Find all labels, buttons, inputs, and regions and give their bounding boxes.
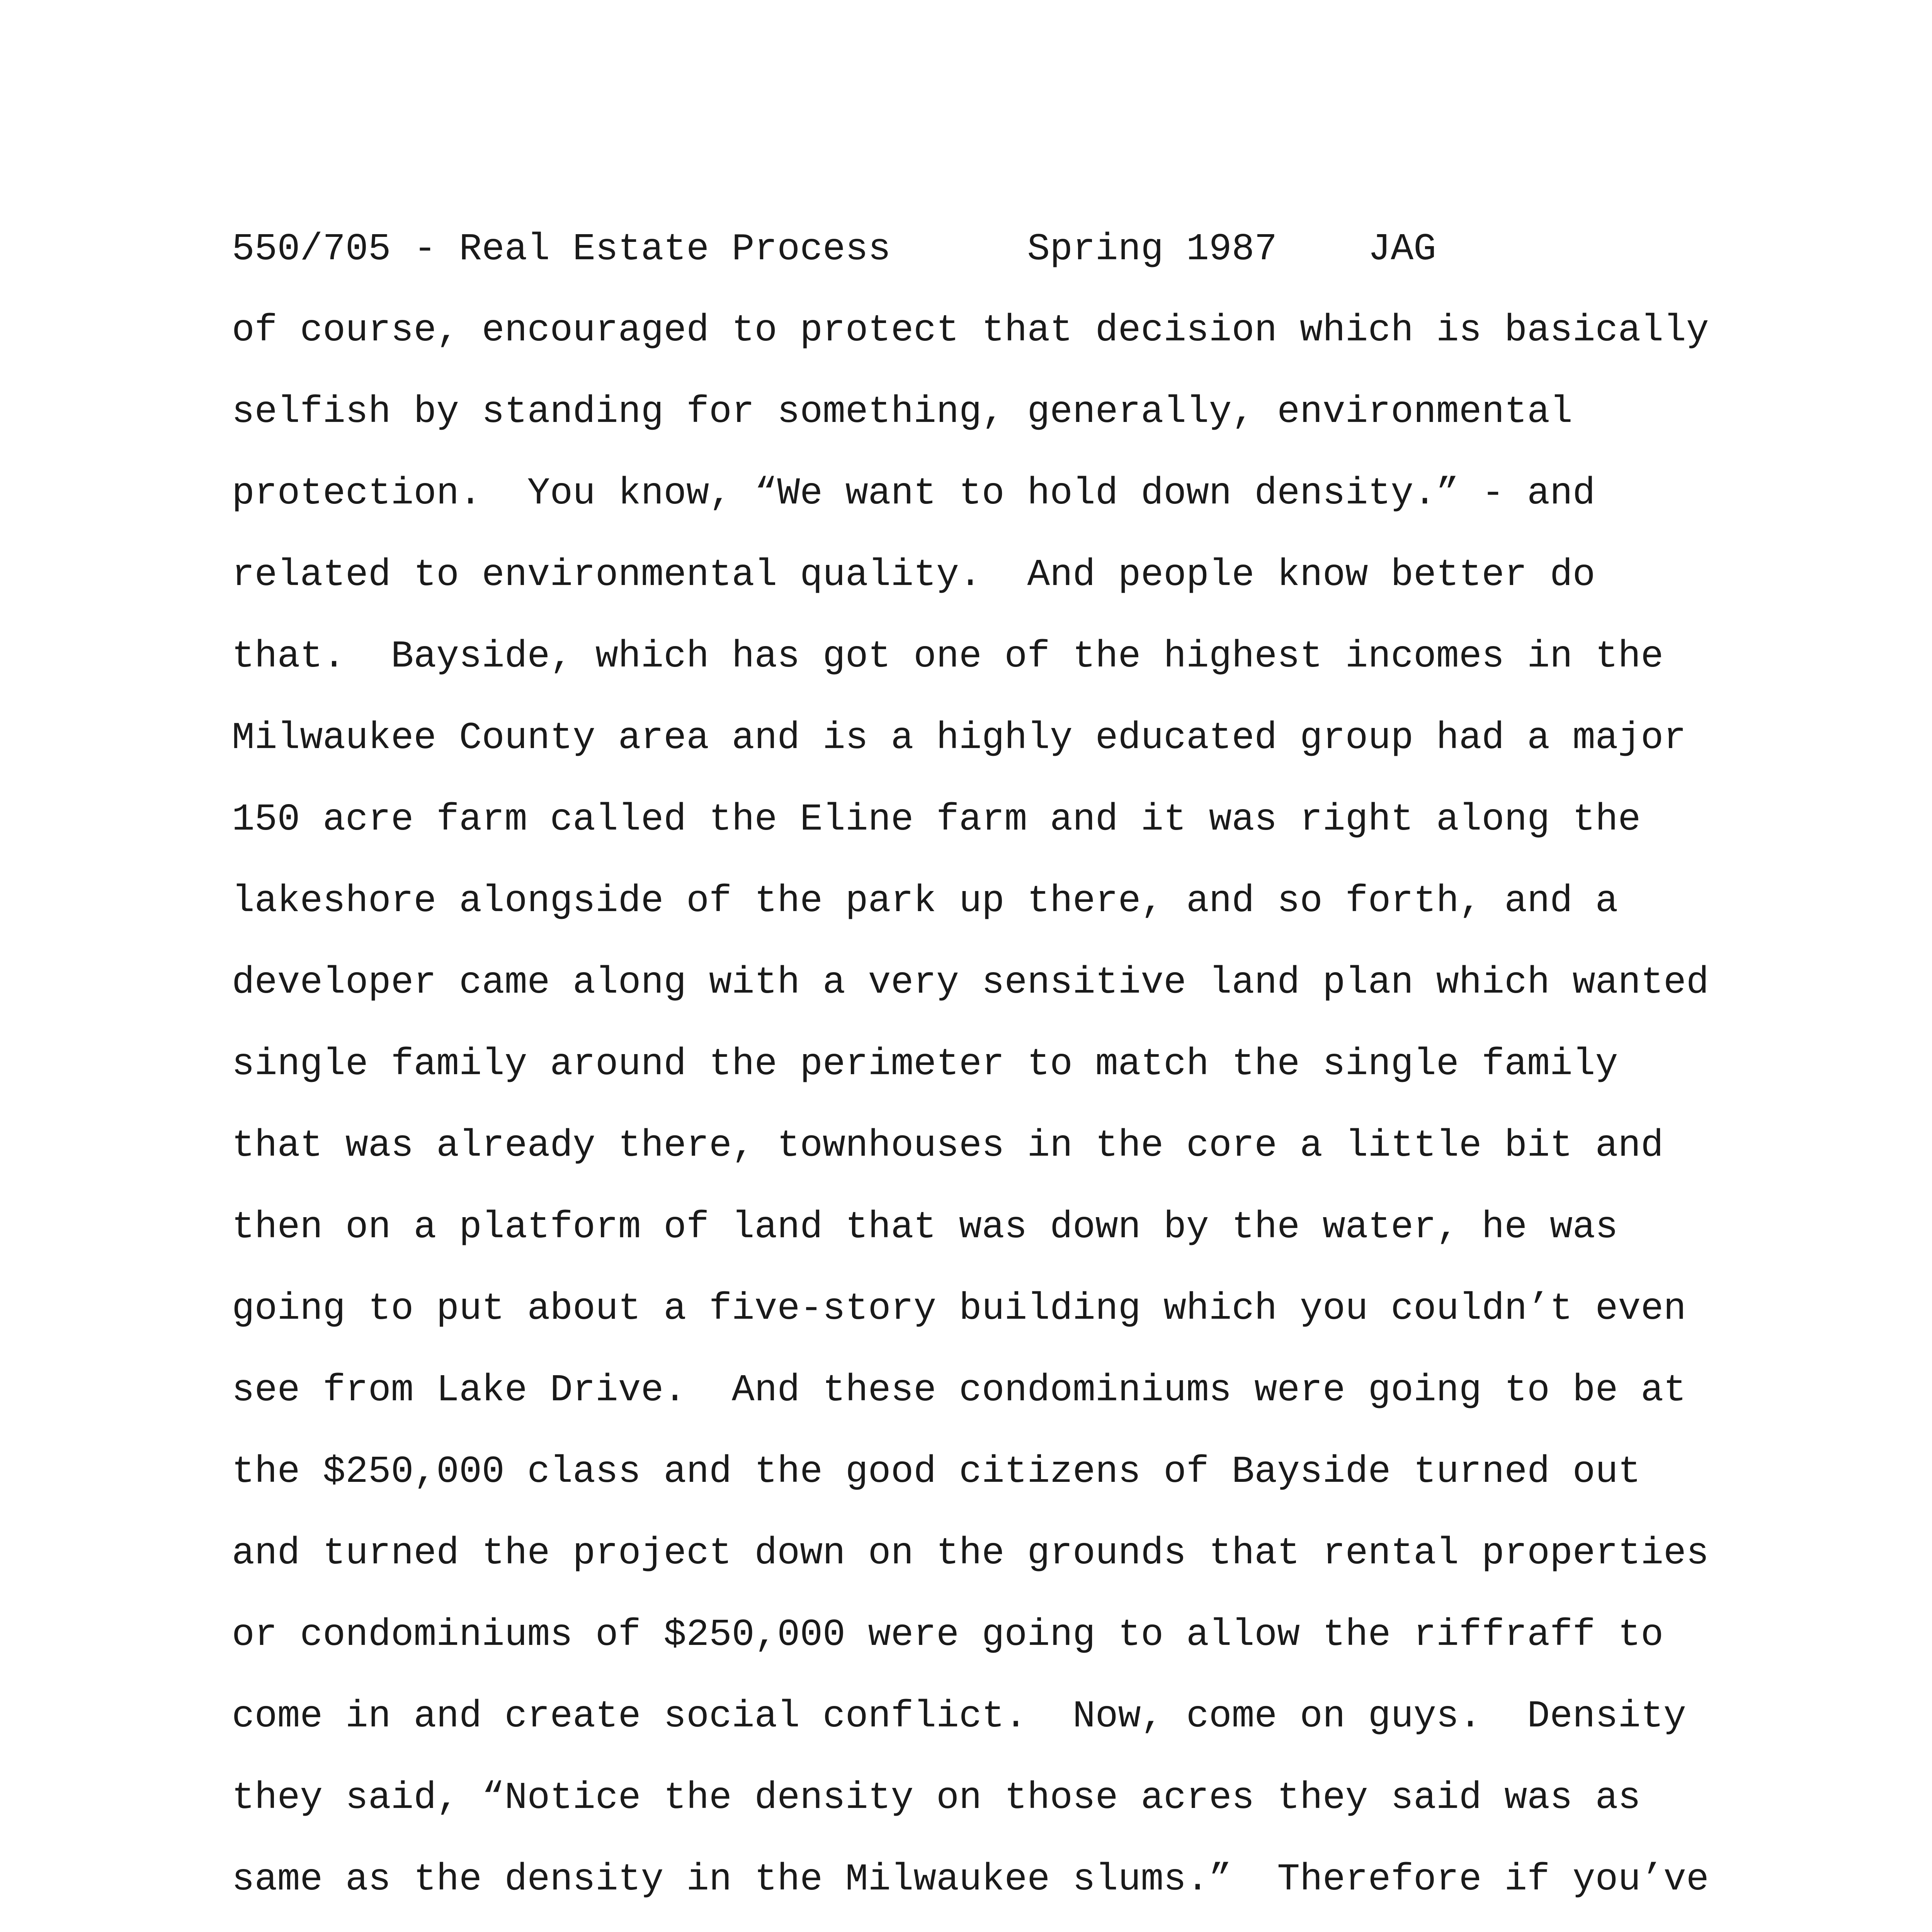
transcript-body — [232, 308, 1709, 1932]
body-line: single family around the perimeter to match the single family — [232, 1043, 1618, 1086]
body-line: that was already there, townhouses in the core a little bit and — [232, 1124, 1664, 1167]
body-line: then on a platform of land that was down by the water, he was — [232, 1206, 1618, 1249]
body-line: that. Bayside, which has got one of the highest incomes in the — [232, 635, 1664, 678]
body-line: see from Lake Drive. And these condominiums were going to be at — [232, 1369, 1686, 1412]
body-line: developer came along with a very sensitive land plan which wanted — [232, 961, 1709, 1004]
body-line: Milwaukee County area and is a highly educated group had a major — [232, 717, 1686, 760]
body-line: the $250,000 class and the good citizens of Bayside turned out — [232, 1451, 1641, 1493]
page-header: 550/705 - Real Estate Process Spring 1987 JAG — [232, 228, 1436, 271]
body-line: related to environmental quality. And people know better do — [232, 554, 1595, 597]
body-line: 150 acre farm called the Eline farm and it was right along the — [232, 798, 1641, 841]
body-line: or condominiums of $250,000 were going to allow the riffraff to — [232, 1614, 1664, 1656]
body-line: of course, encouraged to protect that decision which is basically — [232, 309, 1709, 352]
body-line: going to put about a five-story building which you couldn’t even — [232, 1287, 1686, 1330]
body-line: come in and create social conflict. Now, come on guys. Density — [232, 1695, 1686, 1738]
body-line: same as the density in the Milwaukee slums.” Therefore if you’ve — [232, 1858, 1709, 1901]
body-line: protection. You know, “We want to hold down density.” - and — [232, 472, 1595, 515]
body-line: they said, “Notice the density on those acres they said was as — [232, 1777, 1641, 1820]
body-line: lakeshore alongside of the park up there, and so forth, and a — [232, 880, 1618, 923]
body-line: and turned the project down on the grounds that rental properties — [232, 1532, 1709, 1575]
body-line: selfish by standing for something, generally, environmental — [232, 391, 1573, 434]
